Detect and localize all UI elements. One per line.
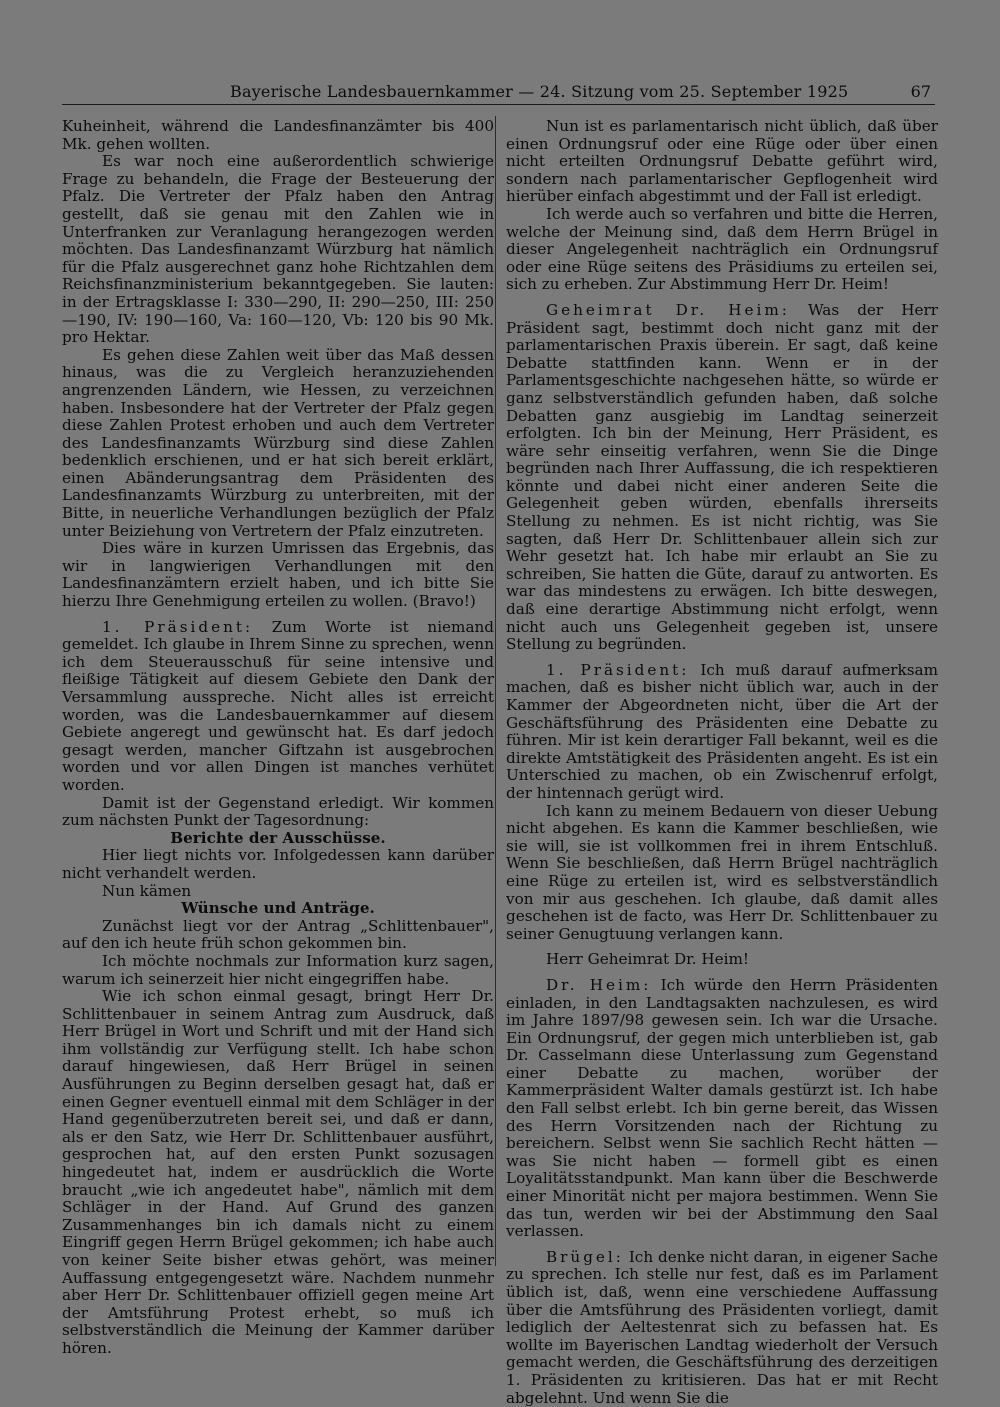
speaker-label: 1. Präsident: (546, 660, 690, 679)
section-heading: Wünsche und Anträge. (181, 899, 375, 918)
speech-text: Zum Worte ist niemand gemeldet. Ich glaube in Ihrem Sinne zu sprechen, wenn ich dem Steuerausschuß für seine intensive und fleißige Tätigkeit auf diesem Gebiete den Dank der Versammlung ausspreche. Nicht alles ist erreicht worden, was die Landesbauernkammer auf diesem Gebiete angeregt und gewünscht hat. Es darf jedoch gesagt werden, mancher Giftzahn ist ausgebrochen worden und vor allen Dingen ist manches verhütet worden. (62, 617, 495, 794)
speaker-label: Brügel: (546, 1247, 624, 1266)
speech-text: Ich würde den Herrn Präsidenten einladen, in den Landtagsakten nachzulesen, es wird im Jahre 1897/98 gewesen sein. Ich war die Ursache. Ein Ordnungsruf, der gegen mich unterblieben ist, gab Dr. Casselmann diese Unterlassung zum Gegenstand einer Debatte zu machen, worüber der Kammerpräsident Walter damals gestürzt ist. Ich habe den Fall selbst erlebt. Ich bin gerne bereit, das Wissen des Herrn Vorsitzenden nach der Richtung zu bereichern. Selbst wenn Sie sachlich Recht hätten — was Sie nicht haben — formell gibt es einen Loyalitätsstandpunkt. Man kann über die Beschwerde einer Minorität nicht per majora bestimmen. Wenn Sie das tun, werden wir bei der Abstimmung den Saal verlassen. (506, 975, 939, 1241)
speech-text: Was der Herr Präsident sagt, bestimmt doch nicht ganz mit der parlamentarischen Praxis überein. Er sagt, daß keine Debatte stattfinden kann. Wenn er in der Parlamentsgeschichte nachgesehen hätte, so würde er ganz selbstverständlich gefunden haben, daß solche Debatten ganz ausgiebig im Landtag seinerzeit erfolgten. Ich bin der Meinung, Herr Präsident, es wäre sehr einseitig verfahren, wenn Sie die Dinge begründen nach Ihrer Auffassung, die ich respektieren könnte und dabei nicht einer anderen Seite die Gelegenheit geben würden, ebenfalls ihrerseits Stellung zu nehmen. Es ist nicht richtig, was Sie sagten, daß Herr Dr. Schlittenbauer allein sich zur Wehr gesetzt hat. Ich habe mir erlaubt an Sie zu schreiben, Sie hatten die Güte, darauf zu antworten. Es war das mindestens zu erwägen. Ich bitte deswegen, daß eine derartige Abstimmung nicht erfolgt, wenn nicht auch uns Gelegenheit gegeben ist, unsere Stellung zu begründen. (506, 300, 938, 654)
paragraph: Kuheinheit, während die Landesfinanzämter bis 400 Mk. gehen wollten. (62, 117, 494, 153)
speaker-label: Dr. Heim: (546, 975, 652, 994)
paragraph: Ich werde auch so verfahren und bitte die Herren, welche der Meinung sind, daß dem Herrn Brügel in dieser Angelegenheit nachträglich ein Ordnungsruf oder eine Rüge seitens des Präsidiums zu erteilen sei, sich zu erheben. Zur Abstimmung Herr Dr. Heim! (506, 204, 938, 294)
paragraph: Nun ist es parlamentarisch nicht üblich, daß über einen Ordnungsruf oder eine Rüge oder über einen nicht erteilten Ordnungsruf Debatte geführt wird, sondern nach parlamentarischer Gepflogenheit wird hierüber einfach abgestimmt und der Fall ist erledigt. (506, 117, 938, 206)
speech-paragraph (506, 977, 938, 1241)
speech-text: Ich muß darauf aufmerksam machen, daß es bisher nicht üblich war, auch in der Kammer der Abgeordneten nicht, über die Art der Geschäftsführung des Präsidenten eine Debatte zu führen. Mir ist kein derartiger Fall bekannt, weil es die direkte Amtstätigkeit des Präsidenten angeht. Es ist ein Unterschied zu machen, ob ein Zwischenruf erfolgt, der hintennach gerügt wird. (506, 660, 939, 802)
page-header (62, 76, 935, 105)
paragraph: Ich möchte nochmals zur Information kurz sagen, warum ich seinerzeit hier nicht eingegriffen habe. (62, 951, 494, 988)
speech-paragraph (62, 619, 494, 795)
paragraph: Damit ist der Gegenstand erledigt. Wir kommen zum nächsten Punkt der Tagesordnung: (62, 793, 494, 830)
speech-paragraph (506, 302, 938, 654)
paragraph: Dies wäre in kurzen Umrissen das Ergebnis, das wir in langwierigen Verhandlungen mit den Landesfinanzämtern erzielt haben, und ich bitte Sie hierzu Ihre Genehmigung erteilen zu wollen. (Bravo!) (62, 539, 494, 611)
paragraph: Ich kann zu meinem Bedauern von dieser Uebung nicht abgehen. Es kann die Kammer beschließen, wie sie will, sie ist vollkommen frei in ihrem Entschluß. Wenn Sie beschließen, daß Herrn Brügel nachträglich eine Rüge zu erteilen ist, wird es selbstverständlich von mir aus geschehen. Ich glaube, daß damit alles geschehen ist de facto, was Herr Dr. Schlittenbauer zu seiner Genugtuung verlangen kann. (506, 801, 938, 943)
left-column (62, 118, 494, 1358)
paragraph: Zunächst liegt vor der Antrag „Schlittenbauer", auf den ich heute früh schon gekommen bin. (62, 916, 494, 953)
speech-text: Ich denke nicht daran, in eigener Sache zu sprechen. Ich stelle nur fest, daß es im Parlament üblich ist, daß, wenn eine verschiedene Auffassung über die Amtsführung des Präsidenten vorliegt, damit lediglich der Aeltestenrat sich zu befassen hat. Es wollte im Bayerischen Landtag wiederholt der Versuch gemacht werden, die Geschäftsführung des derzeitigen 1. Präsidenten zu kritisieren. Das hat er mit Recht abgelehnt. Und wenn Sie die (506, 1247, 938, 1407)
paragraph: Hier liegt nichts vor. Infolgedessen kann darüber nicht verhandelt werden. (62, 846, 494, 882)
paragraph: Herr Geheimrat Dr. Heim! (546, 950, 749, 969)
column-divider (495, 116, 496, 1266)
speech-paragraph (506, 1249, 938, 1407)
page-number: 67 (910, 82, 931, 101)
paragraph: Es war noch eine außerordentlich schwierige Frage zu behandeln, die Frage der Besteuerung der Pfalz. Die Vertreter der Pfalz haben den Antrag gestellt, daß sie genau mit den Zahlen wie in Unterfranken zur Veranlagung herangezogen werden möchten. Das Landesfinanzamt Würzburg hat nämlich für die Pfalz ausgerechnet ganz hohe Richtzahlen dem Reichsfinanzministerium bekanntgegeben. Sie lauten: in der Ertragsklasse I: 330—290, II: 290—250, III: 250—190, IV: 190—160, Va: 160—120, Vb: 120 bis 90 Mk. pro Hektar. (62, 152, 494, 347)
speech-paragraph (506, 662, 938, 803)
paragraph: Nun kämen (102, 881, 192, 900)
paragraph: Wie ich schon einmal gesagt, bringt Herr Dr. Schlittenbauer in seinem Antrag zum Ausdruck, daß Herr Brügel in Wort und Schrift und mit der Hand sich ihm vollständig zur Verfügung stellt. Ich habe schon darauf hingewiesen, daß Herr Brügel in seinen Ausführungen zu Beginn derselben gesagt hat, daß er einen Gegner eventuell einmal mit dem Schläger in der Hand gegenüberzutreten bereit sei, und daß er dann, als er den Satz, wie Herr Dr. Schlittenbauer ausführt, gesprochen hat, auf den ersten Punkt sozusagen hingedeutet hat, indem er ausdrücklich die Worte braucht „wie ich angedeutet habe", nämlich mit dem Schläger in der Hand. Auf Grund des ganzen Zusammenhanges bin ich damals nicht zu einem Eingriff gegen Herrn Brügel gekommen; ich habe auch von keiner Seite bisher etwas gehört, was meiner Auffassung entgegengesetzt wäre. Nachdem nunmehr aber Herr Dr. Schlittenbauer offiziell gegen meine Art der Amtsführung Protest erhebt, so muß ich selbstverständlich die Meinung der Kammer darüber hören. (62, 987, 494, 1357)
speaker-label: 1. Präsident: (102, 617, 254, 636)
running-title: Bayerische Landesbauernkammer — 24. Sitzung vom 25. September 1925 (230, 82, 849, 101)
section-heading: Berichte der Ausschüsse. (170, 828, 386, 847)
speaker-label: Geheimrat Dr. Heim: (546, 300, 790, 319)
paragraph: Es gehen diese Zahlen weit über das Maß dessen hinaus, was die zu Vergleich heranzuziehenden angrenzenden Ländern, wie Hessen, zu verzeichnen haben. Insbesondere hat der Vertreter der Pfalz gegen diese Zahlen Protest erhoben und auch dem Vertreter des Landesfinanzamts Würzburg sind diese Zahlen bedenklich erschienen, und er hat sich bereit erklärt, einen Abänderungsantrag dem Präsidenten des Landesfinanzamts Würzburg zu unterbreiten, mit der Bitte, in neuerliche Verhandlungen bezüglich der Pfalz unter Beiziehung von Vertretern der Pfalz einzutreten. (62, 345, 494, 540)
right-column (506, 118, 938, 1407)
